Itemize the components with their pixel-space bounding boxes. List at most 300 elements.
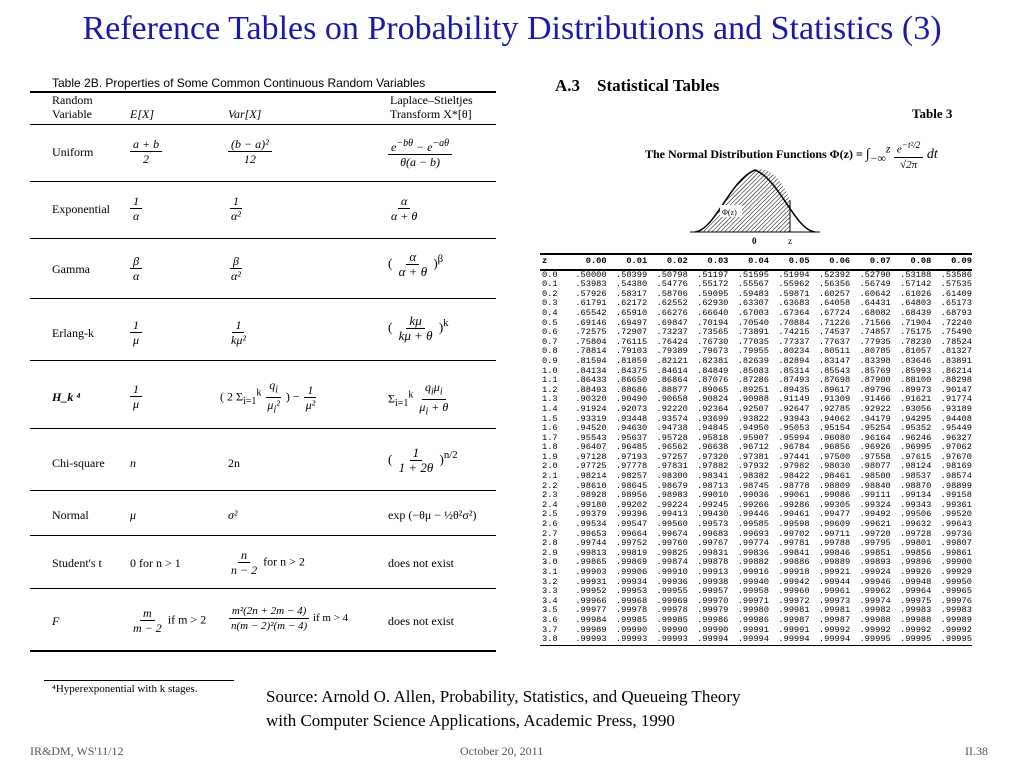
ztable-cell: .54380 bbox=[615, 279, 648, 290]
ztable-cell: .99831 bbox=[697, 547, 729, 558]
ztable-cell: .65173 bbox=[940, 298, 972, 309]
ztable-cell: .99918 bbox=[778, 567, 810, 577]
ztable-cell: .99994 bbox=[697, 634, 729, 645]
ztable-cell: .94179 bbox=[859, 413, 891, 424]
ztable-z-value: 1.8 bbox=[542, 442, 558, 453]
ztable-cell: .96926 bbox=[859, 442, 891, 453]
ztable-cell: .77935 bbox=[859, 336, 891, 347]
hyperexp-var: ( 2 $\Sigma_{i=1}^k$ $\frac{q_i}{\mu_i^2}$ ) − $\frac{1}{\text{μ²}}$ bbox=[220, 378, 316, 416]
table-label: Table 3 bbox=[912, 106, 953, 121]
student-var-suffix: for n > 2 bbox=[263, 554, 305, 569]
row-rule bbox=[30, 181, 496, 182]
row-hyperexp-name: H_k ⁴ bbox=[52, 390, 81, 404]
ztable-cell: .91924 bbox=[575, 403, 607, 414]
ztable-cell: .59095 bbox=[697, 288, 729, 299]
ztable-cell: .53586 bbox=[940, 269, 972, 280]
ztable-cell: .96485 bbox=[615, 442, 648, 453]
ztable-cell: .97882 bbox=[697, 461, 729, 472]
ztable-cell: .70884 bbox=[778, 317, 810, 328]
ztable-cell: .57535 bbox=[940, 279, 972, 290]
ztable-cell: .77337 bbox=[778, 336, 810, 347]
ztable-cell: .99534 bbox=[575, 519, 607, 530]
ztable-cell: .99856 bbox=[900, 547, 932, 558]
ztable-cell: .95818 bbox=[697, 432, 729, 443]
ztable-cell: .88298 bbox=[940, 375, 972, 386]
ztable-cell: .99953 bbox=[615, 586, 648, 597]
ztable-cell: .98257 bbox=[615, 471, 648, 482]
hyperexp-ls: $\Sigma_{i=1}^k$ $\frac{q_i\mu_i}{\mu_i + \theta}$ bbox=[388, 380, 449, 418]
header-rule bbox=[30, 124, 496, 125]
header-ls-line2: Transform X*[θ] bbox=[390, 107, 472, 121]
uniform-mean: $\frac{a + b}{2}$ bbox=[130, 137, 162, 166]
ztable-cell: .83398 bbox=[859, 355, 891, 366]
row-chisquare-name: Chi-square bbox=[52, 456, 105, 470]
ztable-cell: .95449 bbox=[940, 423, 972, 434]
ztable-cell: .86864 bbox=[656, 375, 688, 386]
ztable-header-cell: 0.09 bbox=[951, 256, 972, 266]
f-mean-suffix: if m > 2 bbox=[167, 612, 207, 627]
ztable-cell: .99461 bbox=[778, 509, 810, 520]
source-citation bbox=[266, 685, 741, 733]
ztable-cell: .99134 bbox=[900, 490, 932, 501]
ztable-cell: .99752 bbox=[615, 538, 648, 549]
gamma-var: $\frac{\beta}{\text{α²}}$ bbox=[231, 254, 241, 283]
ztable-cell: .73237 bbox=[656, 327, 688, 338]
ztable-cell: .86433 bbox=[575, 375, 607, 386]
ztable-cell: .99903 bbox=[575, 567, 607, 577]
ztable-cell: .99944 bbox=[818, 576, 851, 587]
ztable-cell: .99931 bbox=[575, 576, 607, 587]
ztable-cell: .99846 bbox=[818, 547, 851, 558]
ztable-cell: .99926 bbox=[900, 567, 932, 577]
ztable-z-value: 0.3 bbox=[542, 298, 558, 309]
ztable-cell: .99990 bbox=[656, 624, 688, 635]
ztable-cell: .81859 bbox=[615, 355, 648, 366]
ztable-cell: .88100 bbox=[900, 375, 932, 386]
ztable-cell: .98300 bbox=[656, 471, 688, 482]
ztable-cell: .99720 bbox=[859, 528, 891, 539]
ztable-cell: .89796 bbox=[859, 384, 891, 395]
ztable-cell: .59871 bbox=[778, 288, 810, 299]
ztable-z-value: 2.0 bbox=[542, 461, 558, 472]
ztable-cell: .99343 bbox=[900, 499, 932, 510]
ztable-cell: .99993 bbox=[656, 634, 688, 645]
ztable-cell: .56749 bbox=[859, 279, 891, 290]
ztable-cell: .58317 bbox=[615, 288, 648, 299]
ztable-body bbox=[540, 271, 972, 646]
ztable-cell: .84375 bbox=[615, 365, 648, 376]
ztable-cell: .79389 bbox=[656, 346, 688, 357]
ztable-cell: .81327 bbox=[940, 346, 972, 357]
zero-label: 0 bbox=[752, 236, 757, 246]
ztable-cell: .99683 bbox=[697, 528, 729, 539]
ztable-cell: .99940 bbox=[737, 576, 769, 587]
ztable-cell: .95154 bbox=[818, 423, 851, 434]
chisquare-var: 2n bbox=[228, 456, 240, 470]
ztable-cell: .94520 bbox=[575, 423, 607, 434]
ztable-cell: .99977 bbox=[575, 605, 607, 616]
ztable-cell: .99981 bbox=[778, 605, 810, 616]
ztable-cell: .99869 bbox=[615, 557, 648, 568]
ztable-cell: .88686 bbox=[615, 384, 648, 395]
ztable-cell: .74857 bbox=[859, 327, 891, 338]
ztable-cell: .96712 bbox=[737, 442, 769, 453]
ztable-cell: .92073 bbox=[615, 403, 648, 414]
ztable-cell: .93574 bbox=[656, 413, 688, 424]
hyperexp-mean: $\frac{1}{\mu}$ bbox=[130, 382, 142, 411]
ztable-z-value: 2.9 bbox=[542, 547, 558, 558]
ztable-cell: .99874 bbox=[656, 557, 688, 568]
ztable-cell: .97558 bbox=[859, 451, 891, 462]
ztable-cell: .85993 bbox=[900, 365, 932, 376]
ztable-cell: .99957 bbox=[697, 586, 729, 597]
ztable-cell: .95994 bbox=[778, 432, 810, 443]
ztable-cell: .96638 bbox=[697, 442, 729, 453]
ztable-cell: .97257 bbox=[656, 451, 688, 462]
ztable-cell: .95728 bbox=[656, 432, 688, 443]
ztable-cell: .66276 bbox=[656, 307, 688, 318]
ztable-cell: .99990 bbox=[697, 624, 729, 635]
ztable-cell: .55962 bbox=[778, 279, 810, 290]
ztable-cell: .99980 bbox=[737, 605, 769, 616]
ztable-cell: .98610 bbox=[575, 480, 607, 491]
ztable-cell: .90988 bbox=[737, 394, 769, 405]
ztable-cell: .94950 bbox=[737, 423, 769, 434]
ztable-cell: .99861 bbox=[940, 547, 972, 558]
ztable-header bbox=[540, 253, 972, 271]
ztable-cell: .98956 bbox=[615, 490, 648, 501]
ztable-cell: .99992 bbox=[818, 624, 851, 635]
ztable-cell: .99788 bbox=[818, 538, 851, 549]
ztable-cell: .99958 bbox=[737, 586, 769, 597]
ztable-cell: .99896 bbox=[900, 557, 932, 568]
chisquare-ls: ( $\frac{1}{1 + 2\theta}$ )$^{n/2}$ bbox=[388, 445, 458, 475]
ztable-cell: .99180 bbox=[575, 499, 607, 510]
ztable-header-cell: 0.03 bbox=[707, 256, 729, 266]
ztable-cell: .99836 bbox=[737, 547, 769, 558]
ztable-cell: .56356 bbox=[818, 279, 851, 290]
normal-distribution-table bbox=[540, 253, 972, 646]
ztable-cell: .91309 bbox=[818, 394, 851, 405]
footer-course: IR&DM, WS'11/12 bbox=[30, 744, 124, 758]
footnote-rule bbox=[44, 680, 234, 681]
header-variance: Var[X] bbox=[228, 107, 262, 121]
ztable-cell: .76730 bbox=[697, 336, 729, 347]
ztable-cell: .59483 bbox=[737, 288, 769, 299]
ztable-cell: .95254 bbox=[859, 423, 891, 434]
ztable-cell: .98745 bbox=[737, 480, 769, 491]
z-label: z bbox=[788, 236, 792, 246]
ztable-cell: .54776 bbox=[656, 279, 688, 290]
ztable-cell: .89435 bbox=[778, 384, 810, 395]
ztable-cell: .99781 bbox=[778, 538, 810, 549]
ztable-cell: .52392 bbox=[818, 269, 851, 280]
ztable-cell: .96246 bbox=[900, 432, 932, 443]
ztable-cell: .61791 bbox=[575, 298, 607, 309]
ztable-cell: .63683 bbox=[778, 298, 810, 309]
ztable-cell: .93943 bbox=[778, 413, 810, 424]
ztable-cell: .99973 bbox=[818, 595, 851, 606]
ztable-cell: .98809 bbox=[818, 480, 851, 491]
ztable-cell: .99361 bbox=[940, 499, 972, 510]
ztable-cell: .95543 bbox=[575, 432, 607, 443]
ztable-cell: .99913 bbox=[697, 567, 729, 577]
ztable-cell: .97831 bbox=[656, 461, 688, 472]
ztable-cell: .82381 bbox=[697, 355, 729, 366]
ztable-cell: .95637 bbox=[615, 432, 648, 443]
ztable-cell: .91149 bbox=[778, 394, 810, 405]
ztable-cell: .99801 bbox=[900, 538, 932, 549]
ztable-cell: .99906 bbox=[615, 567, 648, 577]
header-ls-line1: Laplace–Stieltjes bbox=[390, 93, 473, 107]
ztable-cell: .71904 bbox=[900, 317, 932, 328]
ztable-cell: .99774 bbox=[737, 538, 769, 549]
ztable-cell: .64431 bbox=[859, 298, 891, 309]
ztable-cell: .72907 bbox=[615, 327, 648, 338]
ztable-cell: .83147 bbox=[818, 355, 851, 366]
row-rule bbox=[30, 490, 496, 491]
ztable-z-value: 0.5 bbox=[542, 317, 558, 328]
ztable-header-cell: 0.02 bbox=[666, 256, 688, 266]
ztable-z-value: 3.1 bbox=[542, 567, 558, 577]
ztable-z-value: 1.2 bbox=[542, 384, 558, 395]
uniform-var: $\frac{\text{(b − a)²}}{12}$ bbox=[228, 137, 272, 166]
ztable-cell: .66640 bbox=[697, 307, 729, 318]
ztable-cell: .99760 bbox=[656, 538, 688, 549]
ztable-cell: .74537 bbox=[818, 327, 851, 338]
ztable-cell: .90824 bbox=[697, 394, 729, 405]
ztable-cell: .87286 bbox=[737, 375, 769, 386]
ztable-cell: .98679 bbox=[656, 480, 688, 491]
ztable-cell: .99946 bbox=[859, 576, 891, 587]
ztable-cell: .99036 bbox=[737, 490, 769, 501]
ztable-cell: .96856 bbox=[818, 442, 851, 453]
ztable-z-value: 3.2 bbox=[542, 576, 558, 587]
normal-ls: exp (−θμ − ½θ²σ²) bbox=[388, 508, 477, 522]
ztable-cell: .99960 bbox=[778, 586, 810, 597]
ztable-cell: .99992 bbox=[940, 624, 972, 635]
ztable-cell: .99972 bbox=[778, 595, 810, 606]
footnote: ⁴Hyperexponential with k stages. bbox=[52, 683, 198, 695]
ztable-cell: .83891 bbox=[940, 355, 972, 366]
ztable-cell: .99900 bbox=[940, 557, 972, 568]
ztable-cell: .85083 bbox=[737, 365, 769, 376]
ztable-cell: .68082 bbox=[859, 307, 891, 318]
ztable-cell: .78814 bbox=[575, 346, 607, 357]
erlang-mean: $\frac{1}{\mu}$ bbox=[130, 318, 142, 347]
ztable-cell: .95053 bbox=[778, 423, 810, 434]
ztable-cell: .96784 bbox=[778, 442, 810, 453]
ztable-cell: .93822 bbox=[737, 413, 769, 424]
ztable-z-value: 2.5 bbox=[542, 509, 558, 520]
ztable-cell: .98341 bbox=[697, 471, 729, 482]
header-random-variable bbox=[52, 93, 93, 121]
ztable-cell: .99965 bbox=[940, 586, 972, 597]
row-f-name: F bbox=[52, 614, 60, 628]
ztable-cell: .95352 bbox=[900, 423, 932, 434]
ztable-cell: .99413 bbox=[656, 509, 688, 520]
ztable-cell: .87493 bbox=[778, 375, 810, 386]
ztable-z-value: 0.0 bbox=[542, 269, 558, 280]
ztable-z-value: 2.7 bbox=[542, 528, 558, 539]
ztable-cell: .98645 bbox=[615, 480, 648, 491]
row-rule bbox=[30, 238, 496, 239]
f-ls: does not exist bbox=[388, 614, 454, 628]
ztable-cell: .84134 bbox=[575, 365, 607, 376]
row-uniform-name: Uniform bbox=[52, 145, 94, 159]
ztable-cell: .99924 bbox=[859, 567, 891, 577]
ztable-cell: .92220 bbox=[656, 403, 688, 414]
ztable-cell: .55172 bbox=[697, 279, 729, 290]
ztable-cell: .61026 bbox=[900, 288, 932, 299]
ztable-cell: .90147 bbox=[940, 384, 972, 395]
ztable-cell: .99886 bbox=[778, 557, 810, 568]
ztable-cell: .97670 bbox=[940, 451, 972, 462]
ztable-z-value: 3.3 bbox=[542, 586, 558, 597]
ztable-cell: .99609 bbox=[818, 519, 851, 530]
ztable-cell: .99324 bbox=[859, 499, 891, 510]
ztable-z-value: 2.6 bbox=[542, 519, 558, 530]
ztable-cell: .79673 bbox=[697, 346, 729, 357]
ztable-z-value: 0.8 bbox=[542, 346, 558, 357]
ztable-cell: .99970 bbox=[697, 595, 729, 606]
ztable-cell: .98382 bbox=[737, 471, 769, 482]
ztable-cell: .99995 bbox=[940, 634, 972, 645]
ztable-cell: .99286 bbox=[778, 499, 810, 510]
ztable-cell: .68439 bbox=[900, 307, 932, 318]
ztable-cell: .53983 bbox=[575, 279, 607, 290]
ztable-cell: .98030 bbox=[818, 461, 851, 472]
ztable-cell: .99573 bbox=[697, 519, 729, 530]
ztable-cell: .99938 bbox=[697, 576, 729, 587]
ztable-header-cell: 0.07 bbox=[869, 256, 891, 266]
ztable-cell: .91774 bbox=[940, 394, 972, 405]
ztable-z-value: 3.6 bbox=[542, 614, 558, 625]
f-var: $\frac{\text{m²(2n + 2m − 4)}}{\text{n(m − 2)²(m − 4)}}$ if m > 4 bbox=[228, 604, 348, 633]
ztable-cell: .94062 bbox=[818, 413, 851, 424]
ztable-cell: .99992 bbox=[900, 624, 932, 635]
ztable-cell: .99964 bbox=[900, 586, 932, 597]
ztable-cell: .73891 bbox=[737, 327, 769, 338]
ztable-cell: .55567 bbox=[737, 279, 769, 290]
ztable-z-value: 0.7 bbox=[542, 336, 558, 347]
ztable-cell: .99976 bbox=[940, 595, 972, 606]
ztable-cell: .99966 bbox=[575, 595, 607, 606]
ztable-z-value: 2.4 bbox=[542, 499, 558, 510]
ztable-cell: .89973 bbox=[900, 384, 932, 395]
erlang-ls: ( $\frac{k\mu}{k\mu + \theta}$ )$^k$ bbox=[388, 313, 449, 343]
ztable-cell: .94408 bbox=[940, 413, 972, 424]
footer-page-number: II.38 bbox=[965, 744, 988, 758]
ztable-cell: .97615 bbox=[900, 451, 932, 462]
ztable-cell: .96995 bbox=[900, 442, 932, 453]
ztable-cell: .99995 bbox=[900, 634, 932, 645]
ztable-cell: .96327 bbox=[940, 432, 972, 443]
ztable-cell: .99991 bbox=[737, 624, 769, 635]
ztable-cell: .98214 bbox=[575, 471, 607, 482]
ztable-cell: .99962 bbox=[859, 586, 891, 597]
ztable-cell: .99736 bbox=[940, 528, 972, 539]
ztable-z-value: 3.8 bbox=[542, 634, 558, 645]
ztable-cell: .79103 bbox=[615, 346, 648, 357]
ztable-cell: .94738 bbox=[656, 423, 688, 434]
ztable-z-value: 1.6 bbox=[542, 423, 558, 434]
row-student-name: Student's t bbox=[52, 556, 102, 570]
ztable-cell: .99560 bbox=[656, 519, 688, 530]
student-var: $\frac{n}{n - 2}$ for n > 2 bbox=[231, 548, 305, 577]
ztable-z-value: 0.2 bbox=[542, 288, 558, 299]
ztable-cell: .99916 bbox=[737, 567, 769, 577]
ztable-cell: .84614 bbox=[656, 365, 688, 376]
ztable-cell: .93319 bbox=[575, 413, 607, 424]
ztable-cell: .64803 bbox=[900, 298, 932, 309]
normal-var: σ² bbox=[228, 508, 238, 522]
section-heading bbox=[555, 76, 719, 96]
ztable-cell: .99865 bbox=[575, 557, 607, 568]
ztable-cell: .86214 bbox=[940, 365, 972, 376]
ztable-cell: .99305 bbox=[818, 499, 851, 510]
ztable-cell: .97381 bbox=[737, 451, 769, 462]
ztable-z-value: 3.4 bbox=[542, 595, 558, 606]
ztable-cell: .98124 bbox=[900, 461, 932, 472]
ztable-z-value: 1.7 bbox=[542, 432, 558, 443]
ztable-cell: .99430 bbox=[697, 509, 729, 520]
ztable-cell: .78524 bbox=[940, 336, 972, 347]
ztable-cell: .98461 bbox=[818, 471, 851, 482]
row-rule bbox=[30, 298, 496, 299]
ztable-cell: .81057 bbox=[900, 346, 932, 357]
ztable-cell: .98778 bbox=[778, 480, 810, 491]
exponential-var: $\frac{1}{\text{α²}}$ bbox=[231, 194, 241, 223]
ztable-cell: .51595 bbox=[737, 269, 769, 280]
header-laplace-stieltjes bbox=[390, 93, 473, 121]
ztable-cell: .75490 bbox=[940, 327, 972, 338]
ztable-cell: .99982 bbox=[859, 605, 891, 616]
ztable-cell: .95907 bbox=[737, 432, 769, 443]
ztable-cell: .97320 bbox=[697, 451, 729, 462]
ztable-cell: .82894 bbox=[778, 355, 810, 366]
ztable-cell: .99621 bbox=[859, 519, 891, 530]
ztable-cell: .99955 bbox=[656, 586, 688, 597]
ztable-cell: .79955 bbox=[737, 346, 769, 357]
ztable-cell: .88493 bbox=[575, 384, 607, 395]
row-exponential-name: Exponential bbox=[52, 202, 110, 216]
ztable-cell: .70540 bbox=[737, 317, 769, 328]
ztable-cell: .69146 bbox=[575, 317, 607, 328]
ztable-cell: .80785 bbox=[859, 346, 891, 357]
ztable-cell: .99983 bbox=[940, 605, 972, 616]
ztable-cell: .73565 bbox=[697, 327, 729, 338]
ztable-cell: .99632 bbox=[900, 519, 932, 530]
ztable-cell: .98500 bbox=[859, 471, 891, 482]
ztable-z-value: 1.0 bbox=[542, 365, 558, 376]
f-var-suffix: if m > 4 bbox=[312, 612, 349, 625]
ztable-cell: .67364 bbox=[778, 307, 810, 318]
ztable-cell: .98928 bbox=[575, 490, 607, 501]
ztable-cell: .99266 bbox=[737, 499, 769, 510]
ztable-cell: .98169 bbox=[940, 461, 972, 472]
ztable-cell: .61409 bbox=[940, 288, 972, 299]
ztable-cell: .83646 bbox=[900, 355, 932, 366]
ztable-cell: .99986 bbox=[737, 614, 769, 625]
ztable-cell: .99643 bbox=[940, 519, 972, 530]
ztable-z-value: 3.0 bbox=[542, 557, 558, 568]
table-bottom-rule bbox=[30, 650, 496, 652]
ztable-cell: .99693 bbox=[737, 528, 769, 539]
ztable-cell: .99992 bbox=[859, 624, 891, 635]
ztable-cell: .99841 bbox=[778, 547, 810, 558]
ztable-cell: .98899 bbox=[940, 480, 972, 491]
